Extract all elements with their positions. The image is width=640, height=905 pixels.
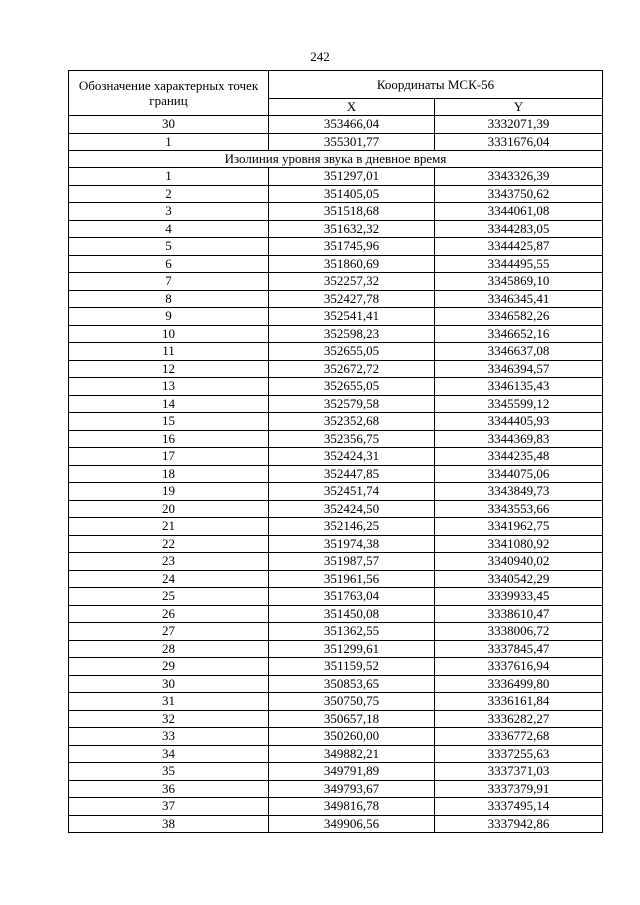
x-cell: 351405,05 [269,185,435,203]
y-cell: 3346637,08 [435,343,603,361]
table-row [69,535,603,553]
header-x: X [269,99,435,116]
point-cell: 14 [69,395,269,413]
header-points: Обозначение характерных точек границ [69,71,269,116]
point-cell: 8 [69,290,269,308]
x-cell: 352146,25 [269,518,435,536]
table-row [69,448,603,466]
y-cell: 3344235,48 [435,448,603,466]
point-cell: 36 [69,780,269,798]
table-row [69,273,603,291]
x-cell: 351518,68 [269,203,435,221]
section-row [69,151,603,168]
point-cell: 37 [69,798,269,816]
table-row [69,693,603,711]
y-cell: 3341080,92 [435,535,603,553]
table-row [69,763,603,781]
x-cell: 351632,32 [269,220,435,238]
x-cell: 352257,32 [269,273,435,291]
table-row [69,745,603,763]
table-row [69,308,603,326]
x-cell: 351450,08 [269,605,435,623]
table-row [69,378,603,396]
y-cell: 3336282,27 [435,710,603,728]
page-number: 242 [310,49,330,64]
y-cell: 3346652,16 [435,325,603,343]
table-row [69,430,603,448]
y-cell: 3336772,68 [435,728,603,746]
x-cell: 351299,61 [269,640,435,658]
x-cell: 351297,01 [269,168,435,186]
y-cell: 3336161,84 [435,693,603,711]
y-cell: 3337495,14 [435,798,603,816]
y-cell: 3346394,57 [435,360,603,378]
y-cell: 3346345,41 [435,290,603,308]
y-cell: 3340542,29 [435,570,603,588]
x-cell: 349882,21 [269,745,435,763]
x-cell: 352427,78 [269,290,435,308]
table-header-row [69,71,603,99]
table-row [69,640,603,658]
table-row [69,325,603,343]
y-cell: 3336499,80 [435,675,603,693]
y-cell: 3337616,94 [435,658,603,676]
y-cell: 3344283,05 [435,220,603,238]
table-row [69,518,603,536]
point-cell: 4 [69,220,269,238]
y-cell: 3337255,63 [435,745,603,763]
coordinates-table [68,70,603,833]
x-cell: 350260,00 [269,728,435,746]
y-cell: 3332071,39 [435,116,603,134]
table-row [69,238,603,256]
x-cell: 352598,23 [269,325,435,343]
table-row [69,290,603,308]
y-cell: 3344405,93 [435,413,603,431]
x-cell: 352356,75 [269,430,435,448]
point-cell: 9 [69,308,269,326]
x-cell: 353466,04 [269,116,435,134]
table-row [69,360,603,378]
x-cell: 352424,50 [269,500,435,518]
x-cell: 351745,96 [269,238,435,256]
x-cell: 351763,04 [269,588,435,606]
y-cell: 3331676,04 [435,133,603,151]
y-cell: 3344075,06 [435,465,603,483]
y-cell: 3344061,08 [435,203,603,221]
point-cell: 7 [69,273,269,291]
table-row [69,413,603,431]
table-row [69,168,603,186]
table-row [69,588,603,606]
table-row [69,185,603,203]
x-cell: 352579,58 [269,395,435,413]
point-cell: 1 [69,133,269,151]
x-cell: 349816,78 [269,798,435,816]
y-cell: 3337845,47 [435,640,603,658]
x-cell: 349791,89 [269,763,435,781]
table-row [69,255,603,273]
table-row [69,343,603,361]
point-cell: 12 [69,360,269,378]
point-cell: 1 [69,168,269,186]
x-cell: 350853,65 [269,675,435,693]
point-cell: 30 [69,675,269,693]
point-cell: 26 [69,605,269,623]
point-cell: 34 [69,745,269,763]
point-cell: 3 [69,203,269,221]
table-row [69,780,603,798]
x-cell: 352352,68 [269,413,435,431]
table-row [69,203,603,221]
table-row [69,465,603,483]
table-row [69,395,603,413]
table-row [69,116,603,134]
table-row [69,483,603,501]
point-cell: 2 [69,185,269,203]
point-cell: 17 [69,448,269,466]
point-cell: 29 [69,658,269,676]
point-cell: 38 [69,815,269,833]
point-cell: 13 [69,378,269,396]
y-cell: 3338006,72 [435,623,603,641]
x-cell: 351987,57 [269,553,435,571]
point-cell: 28 [69,640,269,658]
table-row [69,815,603,833]
x-cell: 350750,75 [269,693,435,711]
x-cell: 352424,31 [269,448,435,466]
y-cell: 3343750,62 [435,185,603,203]
x-cell: 351159,52 [269,658,435,676]
y-cell: 3337942,86 [435,815,603,833]
point-cell: 5 [69,238,269,256]
section-title: Изолиния уровня звука в дневное время [69,151,603,168]
y-cell: 3343326,39 [435,168,603,186]
y-cell: 3339933,45 [435,588,603,606]
point-cell: 35 [69,763,269,781]
point-cell: 20 [69,500,269,518]
x-cell: 352541,41 [269,308,435,326]
x-cell: 351961,56 [269,570,435,588]
table-row [69,623,603,641]
point-cell: 27 [69,623,269,641]
point-cell: 23 [69,553,269,571]
x-cell: 355301,77 [269,133,435,151]
table-row [69,553,603,571]
table-row [69,710,603,728]
point-cell: 33 [69,728,269,746]
table-row [69,658,603,676]
y-cell: 3337371,03 [435,763,603,781]
table-row [69,728,603,746]
table-row [69,570,603,588]
x-cell: 351362,55 [269,623,435,641]
point-cell: 21 [69,518,269,536]
point-cell: 25 [69,588,269,606]
y-cell: 3343553,66 [435,500,603,518]
header-y: Y [435,99,603,116]
x-cell: 352672,72 [269,360,435,378]
point-cell: 32 [69,710,269,728]
point-cell: 16 [69,430,269,448]
y-cell: 3341962,75 [435,518,603,536]
point-cell: 22 [69,535,269,553]
point-cell: 19 [69,483,269,501]
table-row [69,798,603,816]
table-row [69,605,603,623]
x-cell: 349906,56 [269,815,435,833]
point-cell: 15 [69,413,269,431]
y-cell: 3343849,73 [435,483,603,501]
header-coordinates: Координаты МСК-56 [269,71,603,99]
point-cell: 10 [69,325,269,343]
point-cell: 30 [69,116,269,134]
y-cell: 3337379,91 [435,780,603,798]
table-row [69,133,603,151]
x-cell: 349793,67 [269,780,435,798]
point-cell: 24 [69,570,269,588]
table-row [69,675,603,693]
x-cell: 352447,85 [269,465,435,483]
point-cell: 31 [69,693,269,711]
table-body [69,116,603,833]
y-cell: 3345599,12 [435,395,603,413]
x-cell: 350657,18 [269,710,435,728]
y-cell: 3344425,87 [435,238,603,256]
y-cell: 3338610,47 [435,605,603,623]
point-cell: 11 [69,343,269,361]
y-cell: 3346582,26 [435,308,603,326]
point-cell: 18 [69,465,269,483]
y-cell: 3346135,43 [435,378,603,396]
y-cell: 3344369,83 [435,430,603,448]
x-cell: 351860,69 [269,255,435,273]
x-cell: 352451,74 [269,483,435,501]
table-row [69,220,603,238]
x-cell: 352655,05 [269,378,435,396]
y-cell: 3344495,55 [435,255,603,273]
x-cell: 352655,05 [269,343,435,361]
x-cell: 351974,38 [269,535,435,553]
table-row [69,500,603,518]
y-cell: 3340940,02 [435,553,603,571]
point-cell: 6 [69,255,269,273]
y-cell: 3345869,10 [435,273,603,291]
